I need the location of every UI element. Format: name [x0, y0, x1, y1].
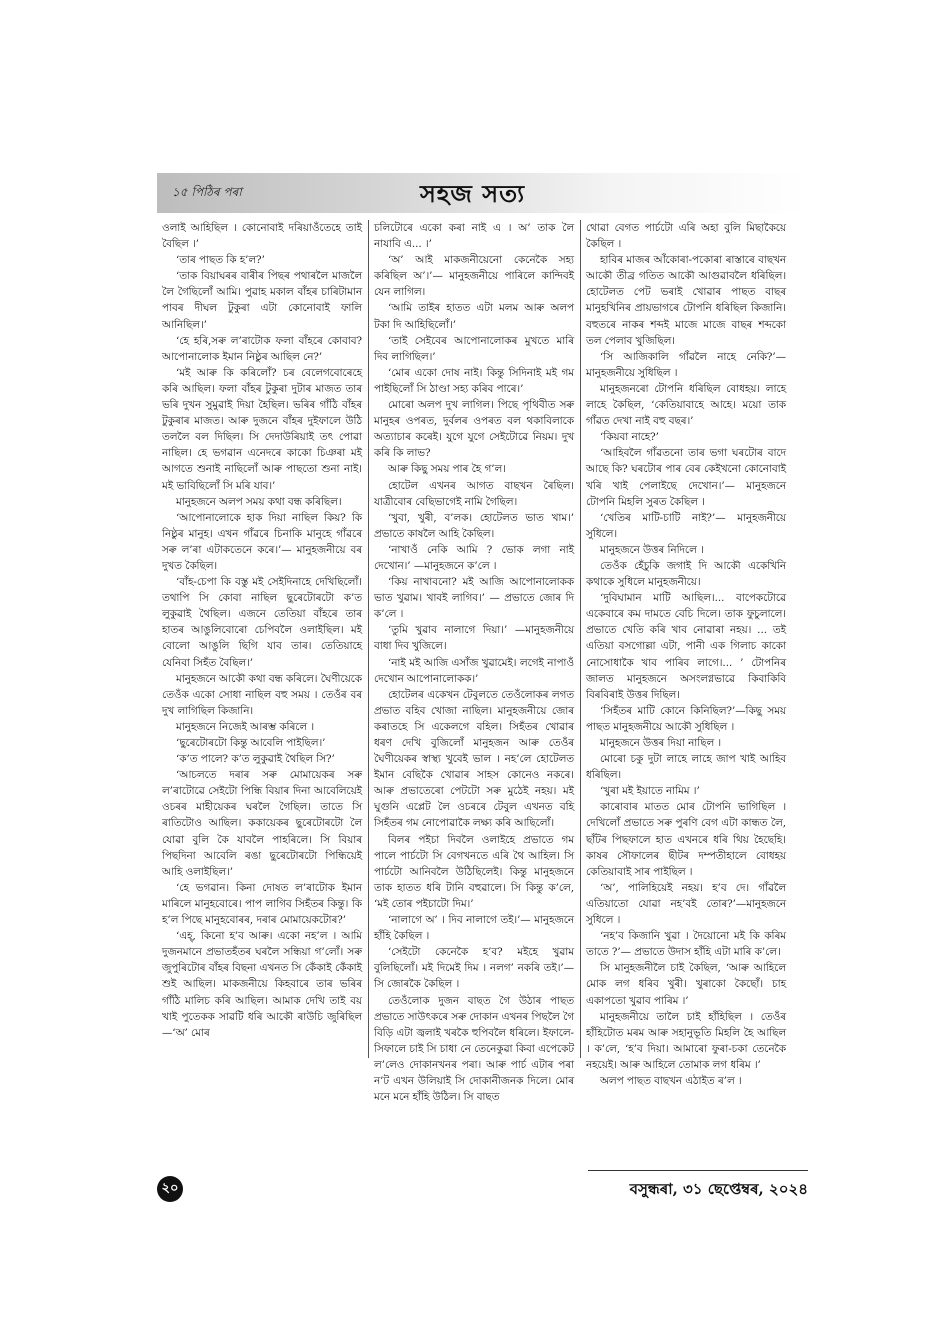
paragraph: ‘নহ’ব কিজানি খুৱা । দৈয়োনো মই কি কৰিম তাতে ?’— প্ৰভাতে উদাস হাঁহি এটা মাৰি ক’লে। [586, 930, 786, 959]
column-divider [368, 220, 369, 1058]
paragraph: হোটেলৰ একেখন টেবুলতে তেওঁলোকৰ লগত প্ৰভাত বহিব খোজা নাছিল। মানুহজনীয়ে জোৰ কৰাতহে সি একেলগে বহিল। সিহঁতৰ খোৱাৰ ধৰণ দেখি বুজিলোঁ মানুহজন আৰু তেওঁৰ ঘৈণীয়েকৰ স্বাস্থ্য খুবেই ভাল । নহ’লে হোটেলত ইমান বেছিকৈ খোৱাৰ সাহস কোনেও নকৰে। আৰু প্ৰভাতেৰো পেটটো সৰু মুঠেই নহয়। মই ঘুগুনি এপ্লেট লৈ ওচৰৰে টেবুল এখনত বহি সিহঁতৰ গম নোপোৱাকৈ লক্ষ্য কৰি আছিলোঁ। [374, 688, 574, 830]
paragraph: ‘সিহঁতৰ মাটি কোনে কিনিছিল?’—কিছু সময় পাছত মানুহজনীয়ে আকৌ সুধিছিল । [586, 704, 786, 733]
paragraph: ‘অ’, পালিহিয়েই নহয়। হ’ব দে। গাঁৱলৈ এতিয়াতো যোৱা নহ’বই তোৰ?’—মানুহজনে সুধিলে । [586, 881, 786, 927]
paragraph: ‘সেইটো কেনেকৈ হ’ব? মইহে খুৱাম বুলিছিলোঁ। মই দিমেই দিম । নলগ’ নকৰি তই।’— সি জোৰকৈ কৈছিল । [374, 946, 574, 991]
paragraph: ‘কিয় নাখাবনো? মই আজি আপোনালোকক ভাত খুৱাম। খাবই লাগিব।’ — প্ৰভাতে জোৰ দি ক’লে । [374, 576, 574, 621]
column-divider [580, 220, 581, 1058]
paragraph: হাবিৰ মাজৰ আঁকোৰা-পকোৰা ৰাস্তাৰে বাছখন আকৌ তীব্ৰ গতিত আকৌ আগুৱাবলৈ ধৰিছিল। হোটেলত পেট ভৰাই খোৱাৰ পাছত বাছৰ মানুহখিনিৰ প্ৰায়ভাগৰে টোপনি ধৰিছিল কিজানি। বহুতৰে নাকৰ শব্দই মাজে মাজে বাছৰ শব্দকো তল পেলাব খুজিছিল। [586, 254, 786, 347]
text-column-2 [374, 220, 574, 1104]
paragraph: তেওঁলোক দুজন বাছত গৈ উঠাৰ পাছত প্ৰভাতে সাউৎকৰে সৰু দোকান এখনৰ পিছলৈ গৈ বিড়ি এটা জ্বলাই খৰকৈ হুপিবলৈ ধৰিলে। ইফালে-সিফালে চাই সি চাধা নে তেনেকুৱা কিবা এপেকেট ল’লেও দোকানখনৰ পৰা। আৰু পাৰ্চ এটাৰ পৰা ন’ট এখন উলিয়াই সি দোকানীজনক দিলে। মোৰ মনে মনে হাঁহি উঠিল। সি বাছত [374, 994, 574, 1104]
paragraph: ‘সি আজিকালি গাঁৱলৈ নাহে নেকি?’— মানুহজনীয়ে সুধিছিল । [586, 350, 786, 379]
paragraph: ‘নালাগে অ’ । দিব নালাগে তই।’— মানুহজনে হাঁহি কৈছিল । [374, 914, 574, 943]
paragraph: বিলৰ পইচা দিবলৈ ওলাইহে প্ৰভাতে গম পালে পাৰ্চটো সি বেগখনতে এৰি থৈ আহিল। সি পাৰ্চটো আনিবলৈ উঠিছিলেই। কিন্তু মানুহজনে তাক হাতত ধৰি টানি বহুৱালে। সি কিন্তু ক’লে, ‘মই তোৰ পইচাটো দিম।’ [374, 833, 574, 910]
paragraph: ‘আচলতে দৰাৰ সৰু মোমায়েকৰ সৰু ল’ৰাটোৱে সেইটো পিন্ধি বিয়াৰ দিনা আবেলিয়েই ওচৰৰ মাহীয়েকৰ ঘৰলৈ গৈছিল। তাতে সি ৰাতিটোও আছিল। ককায়েকৰ ছুৰেটোৰটো লৈ যোৱা বুলি কৈ যাবলৈ পাহৰিলে। সি বিয়াৰ পিছদিনা আবেলি ৰঙা ছুৰেটোৰটো পিন্ধিয়েই আহি ওলাইছিল।’ [162, 769, 362, 878]
publication-footer: বসুন্ধৰা, ৩১ ছেপ্তেম্বৰ, ২০২৪ [629, 1180, 808, 1198]
text-column-1 [162, 220, 362, 1060]
paragraph: মানুহজনে উত্তৰ নিদিলে । [600, 543, 704, 556]
paragraph: ‘নাই মই আজি এসাঁজ খুৱামেই। লগেই নাপাওঁ দেখোন আপোনালোকক।’ [374, 656, 574, 685]
paragraph: ‘হে ভগৱান। কিনা দোষত ল’ৰাটোক ইমান মাৰিলে মানুহবোৰে। পাপ লাগিব সিহঁতৰ কিন্তু। কি হ’ল পিছে মানুহবোৰৰ, দৰাৰ মোমায়েকটোৰ?’ [162, 881, 362, 927]
paragraph: ‘মই আৰু কি কৰিলোঁ? চৰ বেলেগবোৰেহে কৰি আছিল। ফলা বাঁহৰ টুকুৰা দুটাৰ মাজত তাৰ ভৰি দুখন সুমুৱাই দিয়া হৈছিল। ভৰিৰ গাঁঠি বাঁহৰ টুকুৰাৰ মাজত। আৰু দুজনে বাঁহৰ দুইফালে উঠি তললৈ বল দিছিল। সি দেদাউৰিয়াই তৎ পোৱা নাছিল। হে ভগৱান এনেদৰে কাকো চিঞৰা মই আগতে শুনাই নাছিলোঁ আৰু পাছতো শুনা নাই। মই ভাবিছিলোঁ সি মৰি যাব।’ [162, 366, 362, 492]
paragraph: ‘অ’ আই মাকজনীয়েনো কেনেকৈ সহ্য কৰিছিল অ’।’— মানুহজনীয়ে পাৰিলে কান্দিবই যেন লাগিল। [374, 254, 574, 299]
paragraph: ‘তাৰ পাছত কি হ’ল?’ [176, 254, 265, 267]
continued-from-label: ১৫ পিঠিৰ পৰা [172, 185, 242, 199]
paragraph: সি মানুহজনীলৈ চাই কৈছিল, ‘আৰু আহিলে মোক লগ ধৰিব খুৰী। খুৰাকো কৈছোঁ। চাহ একাপতো খুৱাব পাৰিম ।’ [586, 962, 786, 1007]
paragraph: ‘নাখাওঁ নেকি আমি ? ভোক লগা নাই দেখোন।’ —মানুহজনে ক’লে । [374, 543, 574, 572]
paragraph: ‘এহ্, কিনো হ’ব আৰু। একো নহ’ল । আমি দুজনমানে প্ৰভাতহঁতৰ ঘৰলৈ সন্ধিয়া গ’লোঁ। সৰু জুপুৰিটোৰ বাঁহৰ বিছনা এখনত সি কেঁকাই কেঁকাই শুই আছিল। মাকজনীয়ে কিহবাৰে তাৰ ভৰিৰ গাঁঠি মালিচ কৰি আছিল। আমাক দেখি তাই বয় খাই পুতেকক সাৱটি ধৰি আকৌ ৰাউচি জুৰিছিল —‘অ’ মোৰ [162, 930, 362, 1039]
paragraph: ‘খুৰা মই ইয়াতে নামিম ।’ [600, 785, 700, 798]
paragraph: মানুহজনে উত্তৰ দিয়া নাছিল । [600, 737, 722, 749]
paragraph: ‘তাই সেইবেৰ আপোনালোকৰ মুখতে মাৰি দিব লাগিছিল।’ [374, 334, 574, 363]
paragraph: আৰু কিছু সময় পাৰ হৈ গ’ল। [388, 463, 506, 476]
paragraph: ‘তুমি খুৱাব নালাগে দিয়া।’ —মানুহজনীয়ে বাধা দিব খুজিলে। [374, 624, 574, 653]
paragraph: মানুহজনে আকৌ কথা বন্ধ কৰিলে। ঘৈণীয়েকে তেওঁক একো সোধা নাছিল বহু সময় । তেওঁৰ বৰ দুখ লাগিছিল কিজানি। [162, 672, 362, 717]
paragraph: ‘আপোনালোকে হাক দিয়া নাছিল কিয়? কি নিষ্ঠুৰ মানুহ। এখন গাঁৱৰে চিনাকি মানুহে গাঁৱৰে সৰু ল’ৰা এটাকতেনে কৰে।’— মানুহজনীয়ে বৰ দুখত কৈছিল। [162, 511, 362, 572]
page-number: ২০ [157, 1176, 183, 1202]
paragraph: মোৰো চকু দুটা লাহে লাহে জাপ খাই আহিব ধৰিছিল। [586, 753, 786, 782]
paragraph: মোৰো অলপ দুখ লাগিল। পিছে পৃথিবীত সৰু মানুহৰ ওপৰত, দুৰ্বলৰ ওপৰত বল থকাবিলাকে অত্যাচাৰ কৰেই। যুগে যুগে সেইটোৱে নিয়ম। দুখ কৰি কি লাভ? [374, 399, 574, 460]
story-title: সহজ সত্য [419, 180, 526, 208]
paragraph: ‘মোৰ একো দোষ নাই। কিন্তু সিদিনাই মই গম পাইছিলোঁ সি ঠাণ্ডা সহ্য কৰিব পাৰে।’ [374, 366, 574, 395]
paragraph: ‘ছুৰেটোৰটো কিন্তু আবেলি পাইছিল।’ [176, 737, 326, 749]
paragraph: ‘ক’ত পালে? ক’ত লুকুৱাই থৈছিল সি?’ [176, 753, 335, 766]
paragraph: ‘হে হৰি,সৰু ল’ৰাটোক ফলা বাঁহৰে কোবাব? আপোনালোক ইমান নিষ্ঠুৰ আছিল নে?’ [162, 334, 362, 363]
paragraph: হোটেল এখনৰ আগত বাছখন ৰৈছিল। যাত্ৰীবোৰ বেছিভাগেই নামি গৈছিল। [374, 479, 574, 508]
text-column-3 [586, 220, 786, 1087]
paragraph: ‘তাক বিয়াঘৰৰ বাৰীৰ পিছৰ পথাৰলৈ মাজলৈ লৈ গৈছিলোঁ আমি। পুৱাহ মকাল বাঁহৰ চাৰিটামান পাবৰ দীঘল টুকুৰা এটা কোনোবাই ফালি আনিছিল।’ [162, 270, 362, 331]
paragraph: ‘কিয়বা নাহে?’ [600, 431, 659, 444]
paragraph: অলপ পাছত বাছখন এঠাইত ৰ’ল । [600, 1074, 742, 1087]
paragraph: থোৱা বেগত পাৰ্চটো এৰি অহা বুলি মিছাকৈয়ে কৈছিল । [586, 222, 786, 251]
paragraph: ‘খুবা, খুৰী, ব’লক। হোটেলত ভাত খাম।’ প্ৰভাতে কাষলৈ আহি কৈছিল। [374, 511, 574, 540]
footer-rule [588, 1170, 808, 1171]
paragraph: মানুহজনে নিজেই আৰম্ভ কৰিলে । [176, 720, 315, 733]
paragraph: ‘দুবিঘামান মাটি আছিল।... বাপেকটোৱে একেবাৰে কম দামতে বেচি দিলে। তাক ফুচুলালে। প্ৰভাতে খেতি কৰি খাব নোৱাৰা নহয়। ... তই এতিয়া বসগোল্লা এটা, পানী এক গিলাচ কাকো নোসোধাকৈ খাব পাৰিব লাগে।... ’ টোপনিৰ জালত মানুহজনে অসংলগ্নভাৱে কিবাকিবি বিৰবিৰাই উত্তৰ দিছিল। [586, 592, 786, 701]
paragraph: ‘আমি তাইৰ হাতত এটা মলম আৰু অলপ টকা দি আহিছিলোঁ।’ [374, 302, 574, 331]
paragraph: মানুহজনৰো টোপনি ধৰিছিল বোধহয়। লাহে লাহে কৈছিল, ‘কেতিয়াবাহে আহে। ময়ো তাক গাঁৱত দেখা নাই বহু বছৰ।’ [586, 382, 786, 428]
paragraph: তেওঁক হেঁচুকি জগাই দি আকৌ একেখিনি কথাকে সুধিলে মানুহজনীয়ে। [586, 559, 786, 589]
paragraph: ‘আহিবলৈ গাঁৱতনো তাৰ ভগা ঘৰটোৰ বাদে আছে কি? ঘৰটোৰ পাৰ বেৰ কেইখনো কোনোবাই খৰি খাই পেলাইছে দেখোন।’— মানুহজনে টোপনি মিহলি সুৰত কৈছিল । [586, 447, 786, 508]
paragraph: কাৰোবাৰ মাতত মোৰ টোপনি ভাগিছিল । দেখিলোঁ প্ৰভাতে সৰু পুৰণি বেগ এটা কান্ধত লৈ, ছাঁটৰ পিছফালে হাত এখনৰে ধৰি থিয় হৈছেহি। কাষৰ সৌফালেৰ ছীটৰ দম্পতীহালে বোধহয় কেতিয়াবাই সাৰ পাইছিল । [586, 801, 786, 878]
paragraph: ‘খেতিৰ মাটি-চাটি নাই?’— মানুহজনীয়ে সুধিলে। [586, 511, 786, 540]
paragraph: মানুহজনে অলপ সময় কথা বন্ধ কৰিছিল। [176, 495, 342, 508]
paragraph: ওলাই আহিছিল । কোনোবাই দৰিয়াওঁতেহে তাই বৈছিল ।’ [162, 222, 362, 251]
paragraph: মানুহজনীয়ে তালৈ চাই হাঁহিছিল । তেওঁৰ হাঁহিটোত মৰম আৰু সহানুভূতি মিহলি হৈ আছিল । ক’লে, ‘হ’ব দিয়া। আমাৰো ফুৰা-চকা তেনেকৈ নহয়েই। আৰু আহিলে তোমাক লগ ধৰিম ।’ [586, 1010, 786, 1071]
paragraph: ‘বাঁহ-চেপা কি বস্তু মই সেইদিনাহে দেখিছিলোঁ। তথাপি সি কোবা নাছিল ছুৰেটোৰটো ক’ত লুকুৱাই থৈছিল। এজনে তেতিয়া বাঁহৰে তাৰ হাতৰ আঙুলিবোৰো চেপিবলৈ ওলাইছিল। মই বোলো আঙুলি ছিগি যাব তাৰ। তেতিয়াহে যেনিবা সিহঁত বৈছিল।’ [162, 576, 362, 669]
paragraph: চলিটোৰে একো কৰা নাই এ । অ’ তাক লৈ নাযাবি এ... ।’ [374, 222, 574, 251]
